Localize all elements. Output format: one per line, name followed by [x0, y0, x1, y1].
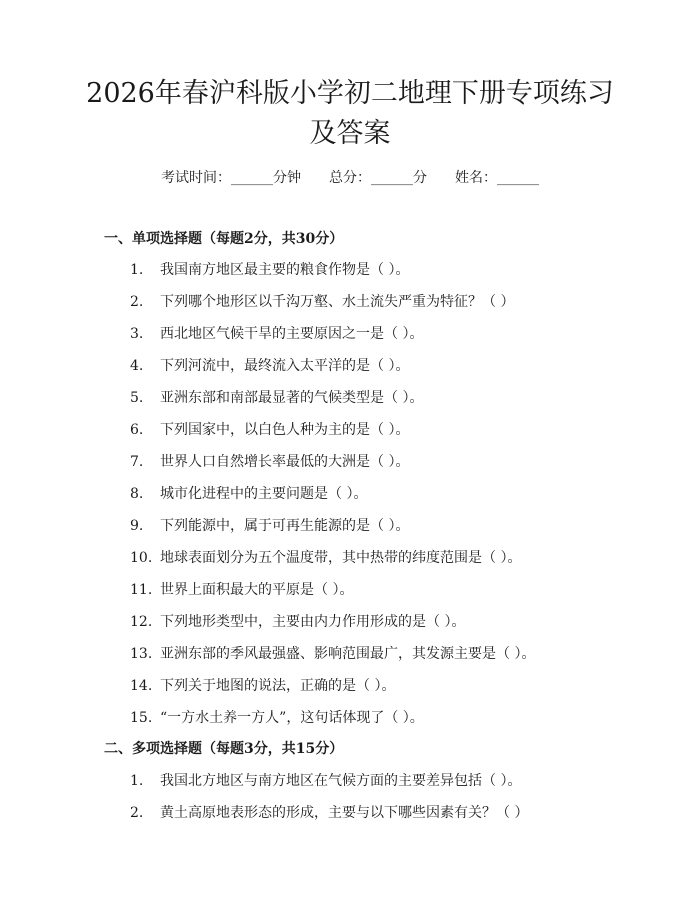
- exam-time-field: 考试时间：______分钟: [161, 170, 301, 186]
- question-item: 12. 下列地形类型中，主要由内力作用形成的是（ ）。: [130, 614, 466, 630]
- question-item: 10. 地球表面划分为五个温度带，其中热带的纬度范围是（ ）。: [130, 550, 522, 566]
- section-heading-multiple-choice: 二、多项选择题（每题3分，共15分）: [104, 741, 344, 757]
- title-line-2: 及答案: [309, 118, 391, 149]
- question-item: 2. 黄土高原地表形态的形成，主要与以下哪些因素有关？（ ）: [130, 805, 529, 821]
- question-item: 13. 亚洲东部的季风最强盛、影响范围最广，其发源主要是（ ）。: [130, 646, 536, 662]
- exam-info: [0, 168, 700, 188]
- student-name-field: 姓名：______: [455, 170, 539, 186]
- question-item: 9. 下列能源中，属于可再生能源的是（ ）。: [130, 518, 410, 534]
- question-item: 1. 我国北方地区与南方地区在气候方面的主要差异包括（ ）。: [130, 773, 522, 789]
- document-title: [0, 74, 700, 154]
- section-heading-single-choice: 一、单项选择题（每题2分，共30分）: [104, 231, 344, 247]
- question-item: 11. 世界上面积最大的平原是（ ）。: [130, 582, 354, 598]
- question-item: 6. 下列国家中，以白色人种为主的是（ ）。: [130, 422, 410, 438]
- question-item: 7. 世界人口自然增长率最低的大洲是（ ）。: [130, 454, 410, 470]
- question-item: 4. 下列河流中，最终流入太平洋的是（ ）。: [130, 358, 410, 374]
- question-item: 3. 西北地区气候干旱的主要原因之一是（ ）。: [130, 326, 424, 342]
- question-item: 5. 亚洲东部和南部最显著的气候类型是（ ）。: [130, 390, 424, 406]
- question-item: 1. 我国南方地区最主要的粮食作物是（ ）。: [130, 262, 410, 278]
- question-item: 15. “一方水土养一方人”，这句话体现了（ ）。: [130, 710, 424, 726]
- question-item: 8. 城市化进程中的主要问题是（ ）。: [130, 486, 368, 502]
- question-item: 2. 下列哪个地形区以千沟万壑、水土流失严重为特征？（ ）: [130, 294, 515, 310]
- total-score-field: 总分：______分: [329, 170, 427, 186]
- question-item: 14. 下列关于地图的说法，正确的是（ ）。: [130, 678, 396, 694]
- title-line-1: 2026年春沪科版小学初二地理下册专项练习: [86, 78, 614, 109]
